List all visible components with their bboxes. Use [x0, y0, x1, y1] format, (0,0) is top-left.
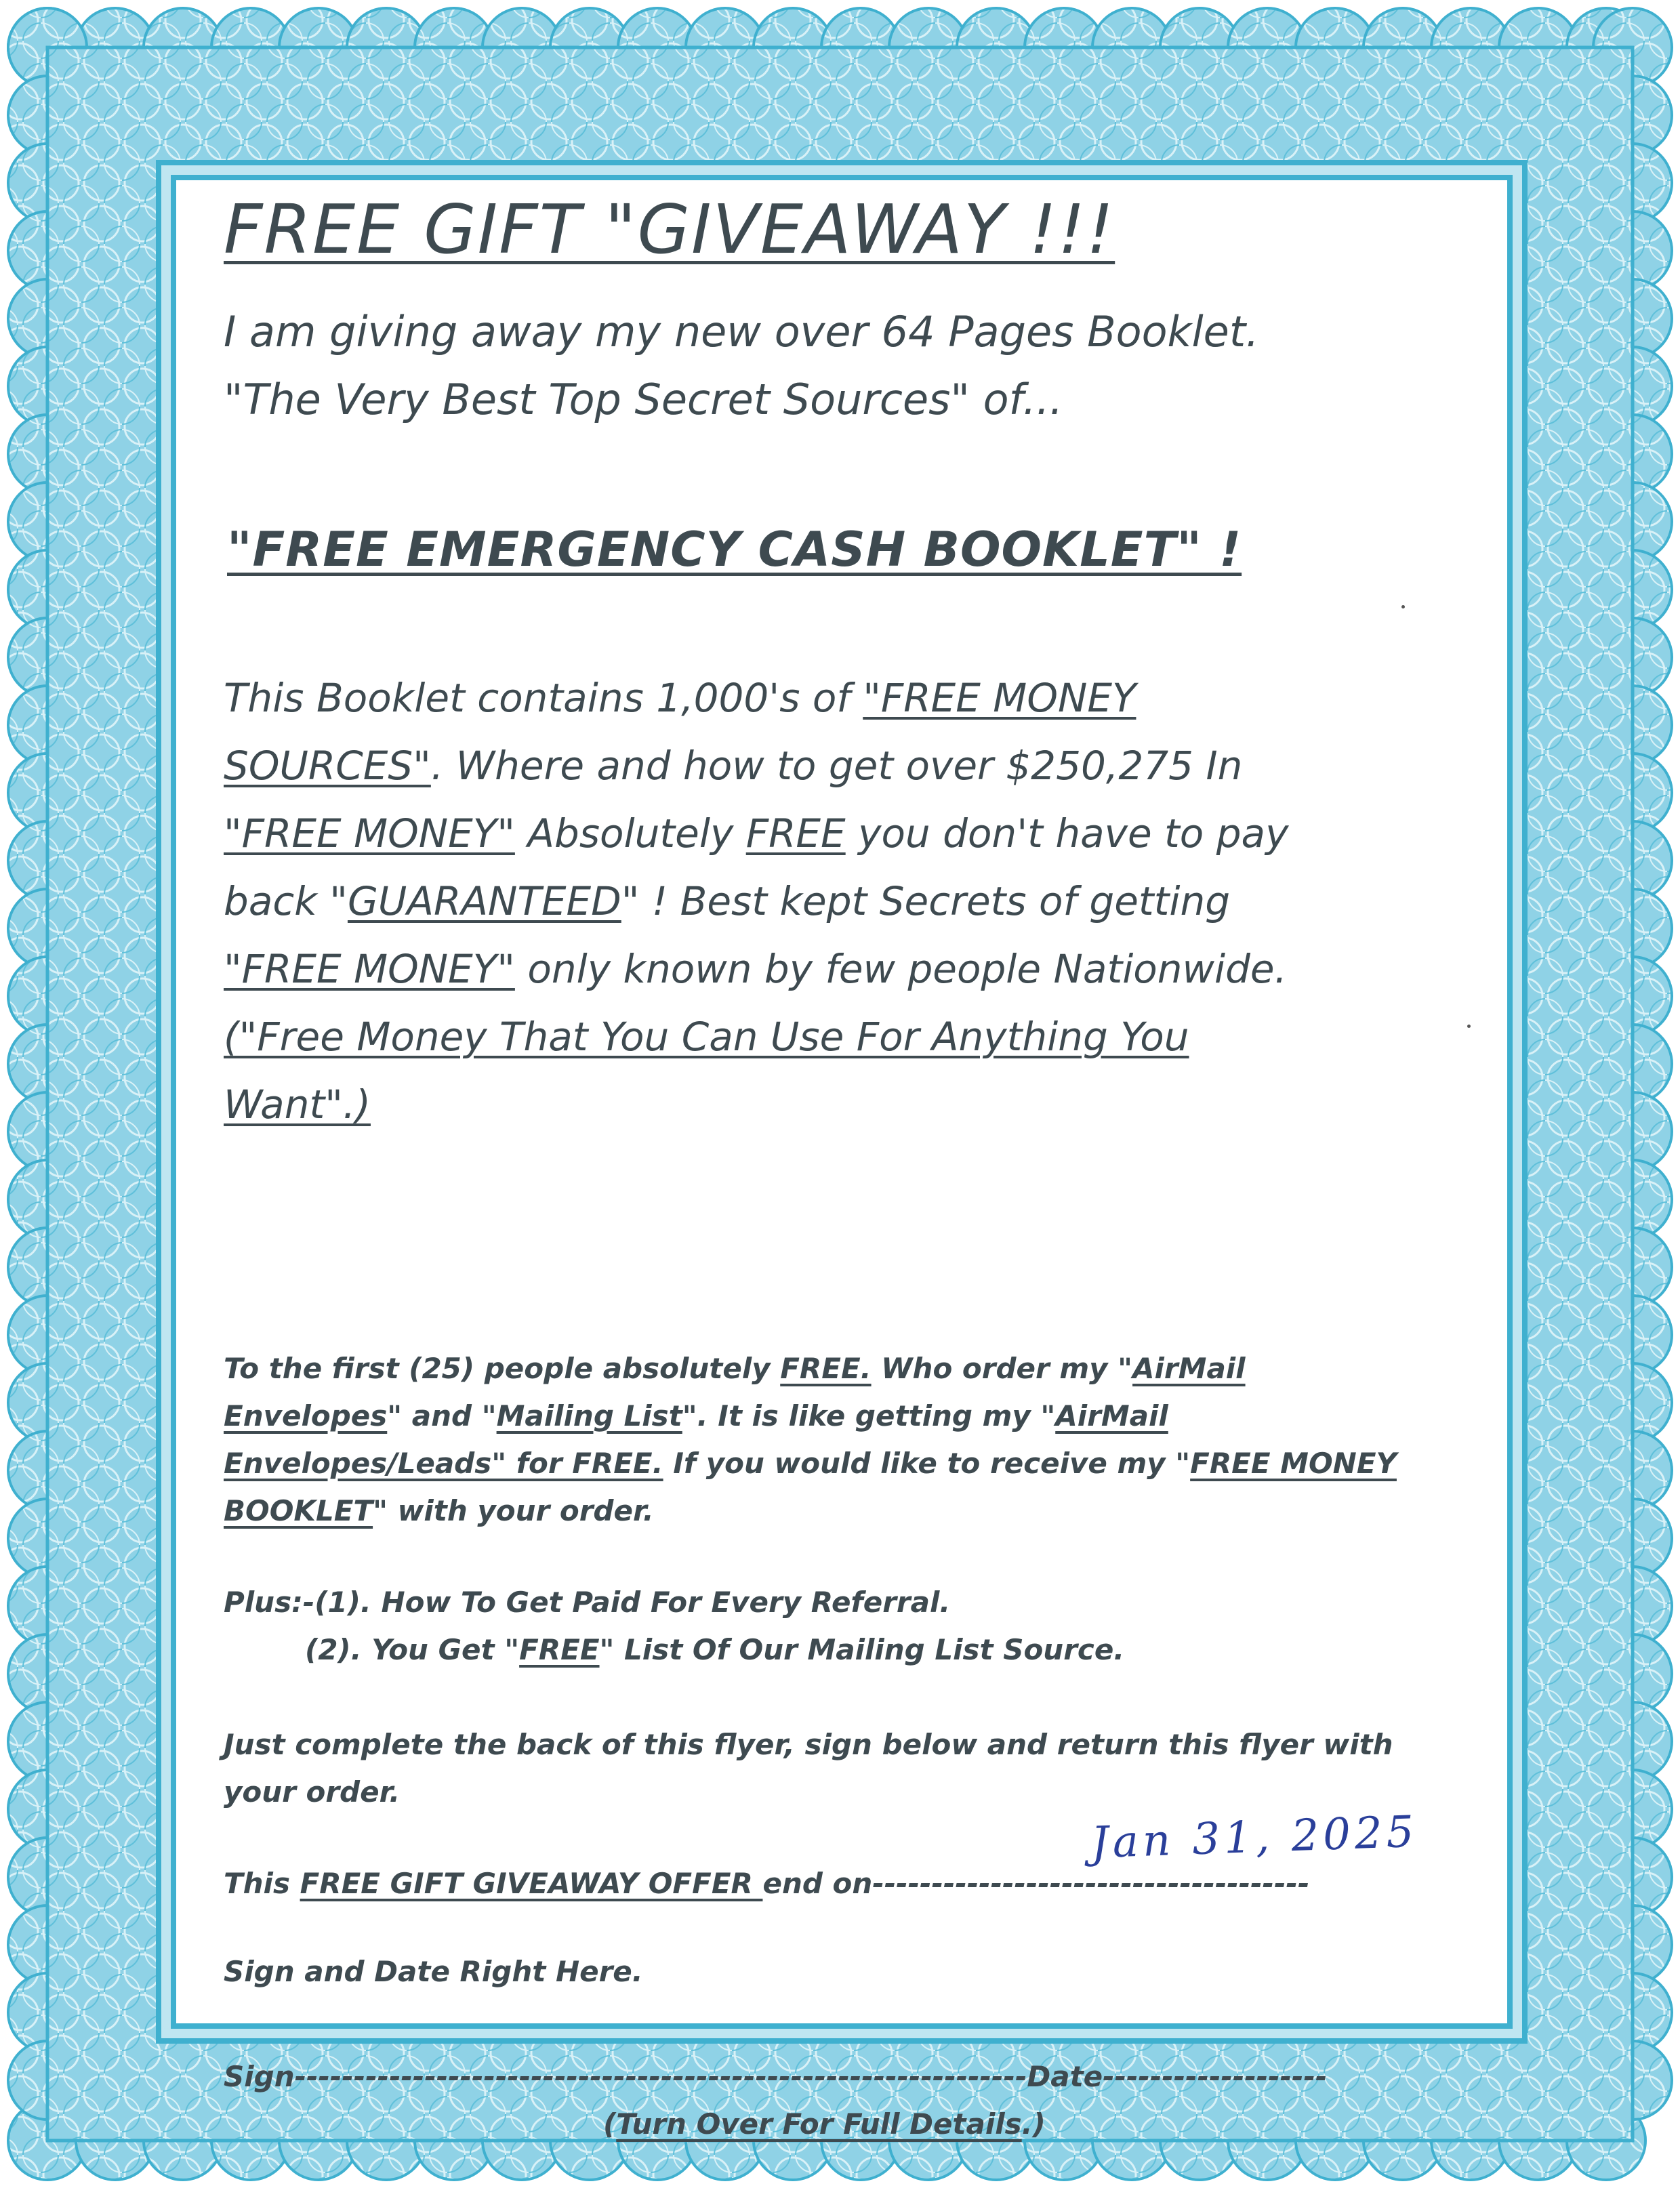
text-underlined: Mailing List: [496, 1399, 682, 1432]
offer-line: [224, 1392, 1471, 1440]
text-underlined: ("Free Money That You Can Use For Anything You: [224, 1014, 1189, 1060]
description-line: [224, 1071, 1457, 1138]
intro: [224, 298, 1259, 434]
text: " ! Best kept Secrets of getting: [621, 878, 1231, 924]
text-underlined: FREE: [745, 810, 846, 856]
description-line: [224, 1003, 1457, 1071]
scan-speck: [1467, 1025, 1471, 1028]
description-line: [224, 800, 1457, 867]
text-underlined: Envelopes: [224, 1399, 388, 1432]
text-underlined: Want".): [224, 1081, 371, 1128]
text: (2). You Get ": [305, 1633, 520, 1666]
text: To the first (25) people absolutely: [224, 1352, 781, 1385]
text-underlined: AirMail: [1055, 1399, 1168, 1432]
description-line: [224, 732, 1457, 800]
text: " with your order.: [373, 1494, 654, 1527]
text-underlined: FREE MONEY: [1190, 1447, 1397, 1480]
text-underlined: FREE.: [780, 1352, 872, 1385]
offer-line: [224, 1440, 1471, 1487]
text: .): [1021, 2107, 1046, 2141]
text: only known by few people Nationwide.: [514, 946, 1288, 992]
instructions-line-2: your order.: [224, 1775, 401, 1809]
bonus-item-1: Plus:-(1). How To Get Paid For Every Referral.: [224, 1586, 951, 1619]
offer-details: [224, 1345, 1471, 1535]
text-underlined: "FREE MONEY": [224, 810, 515, 856]
sign-prompt: Sign and Date Right Here.: [224, 1955, 643, 1988]
text: Absolutely: [514, 810, 746, 856]
description-line: [224, 664, 1457, 732]
text: " and ": [387, 1399, 497, 1432]
text-underlined: SOURCES": [224, 743, 431, 789]
text-underlined: BOOKLET: [224, 1494, 373, 1527]
booklet-heading: "FREE EMERGENCY CASH BOOKLET" !: [227, 522, 1242, 577]
plus-bonuses: [224, 1579, 1124, 1674]
text: (: [603, 2107, 617, 2141]
text-underlined: FREE GIFT GIVEAWAY OFFER: [300, 1867, 763, 1900]
description-line: [224, 935, 1457, 1003]
text-underlined: AirMail: [1132, 1352, 1246, 1385]
text: back ": [224, 878, 348, 924]
text-underlined: GUARANTEED: [347, 878, 621, 924]
bonus-item-2: [224, 1626, 1124, 1674]
intro-line-2: "The Very Best Top Secret Sources" of...: [224, 375, 1063, 424]
text-underlined: "FREE MONEY": [224, 946, 515, 992]
offer-line: [224, 1345, 1471, 1392]
instructions: [224, 1721, 1393, 1816]
instructions-line-1: Just complete the back of this flyer, sign below and return this flyer with: [224, 1728, 1393, 1761]
text: This: [224, 1867, 300, 1900]
text-underlined: "FREE MONEY: [863, 675, 1136, 721]
offer-line: [224, 1487, 1471, 1535]
text-underlined: FREE: [519, 1633, 600, 1666]
text: If you would like to receive my ": [663, 1447, 1191, 1480]
description-line: [224, 867, 1457, 935]
text-underlined: Envelopes/Leads" for FREE.: [224, 1447, 663, 1480]
turn-over-note: [603, 2107, 1046, 2141]
text: ". It is like getting my ": [682, 1399, 1056, 1432]
booklet-description: [224, 664, 1457, 1138]
text: Who order my ": [871, 1352, 1133, 1385]
handwritten-end-date: Jan 31, 2025: [1090, 1807, 1419, 1869]
signature-date-line: Sign--------------------------------------------------------------Date-------------------: [224, 2060, 1328, 2093]
page-title: FREE GIFT "GIVEAWAY !!!: [224, 190, 1115, 269]
scan-speck: [1401, 605, 1405, 608]
text: you don't have to pay: [845, 810, 1289, 856]
text: . Where and how to get over $250,275 In: [430, 743, 1243, 789]
text: This Booklet contains 1,000's of: [224, 675, 863, 721]
text-underlined: Turn Over For Full Details: [616, 2107, 1022, 2141]
text: end on-------------------------------------: [762, 1867, 1310, 1900]
offer-end-line: [224, 1867, 1309, 1900]
intro-line-1: I am giving away my new over 64 Pages Booklet.: [224, 307, 1259, 356]
text: " List Of Our Mailing List Source.: [599, 1633, 1125, 1666]
